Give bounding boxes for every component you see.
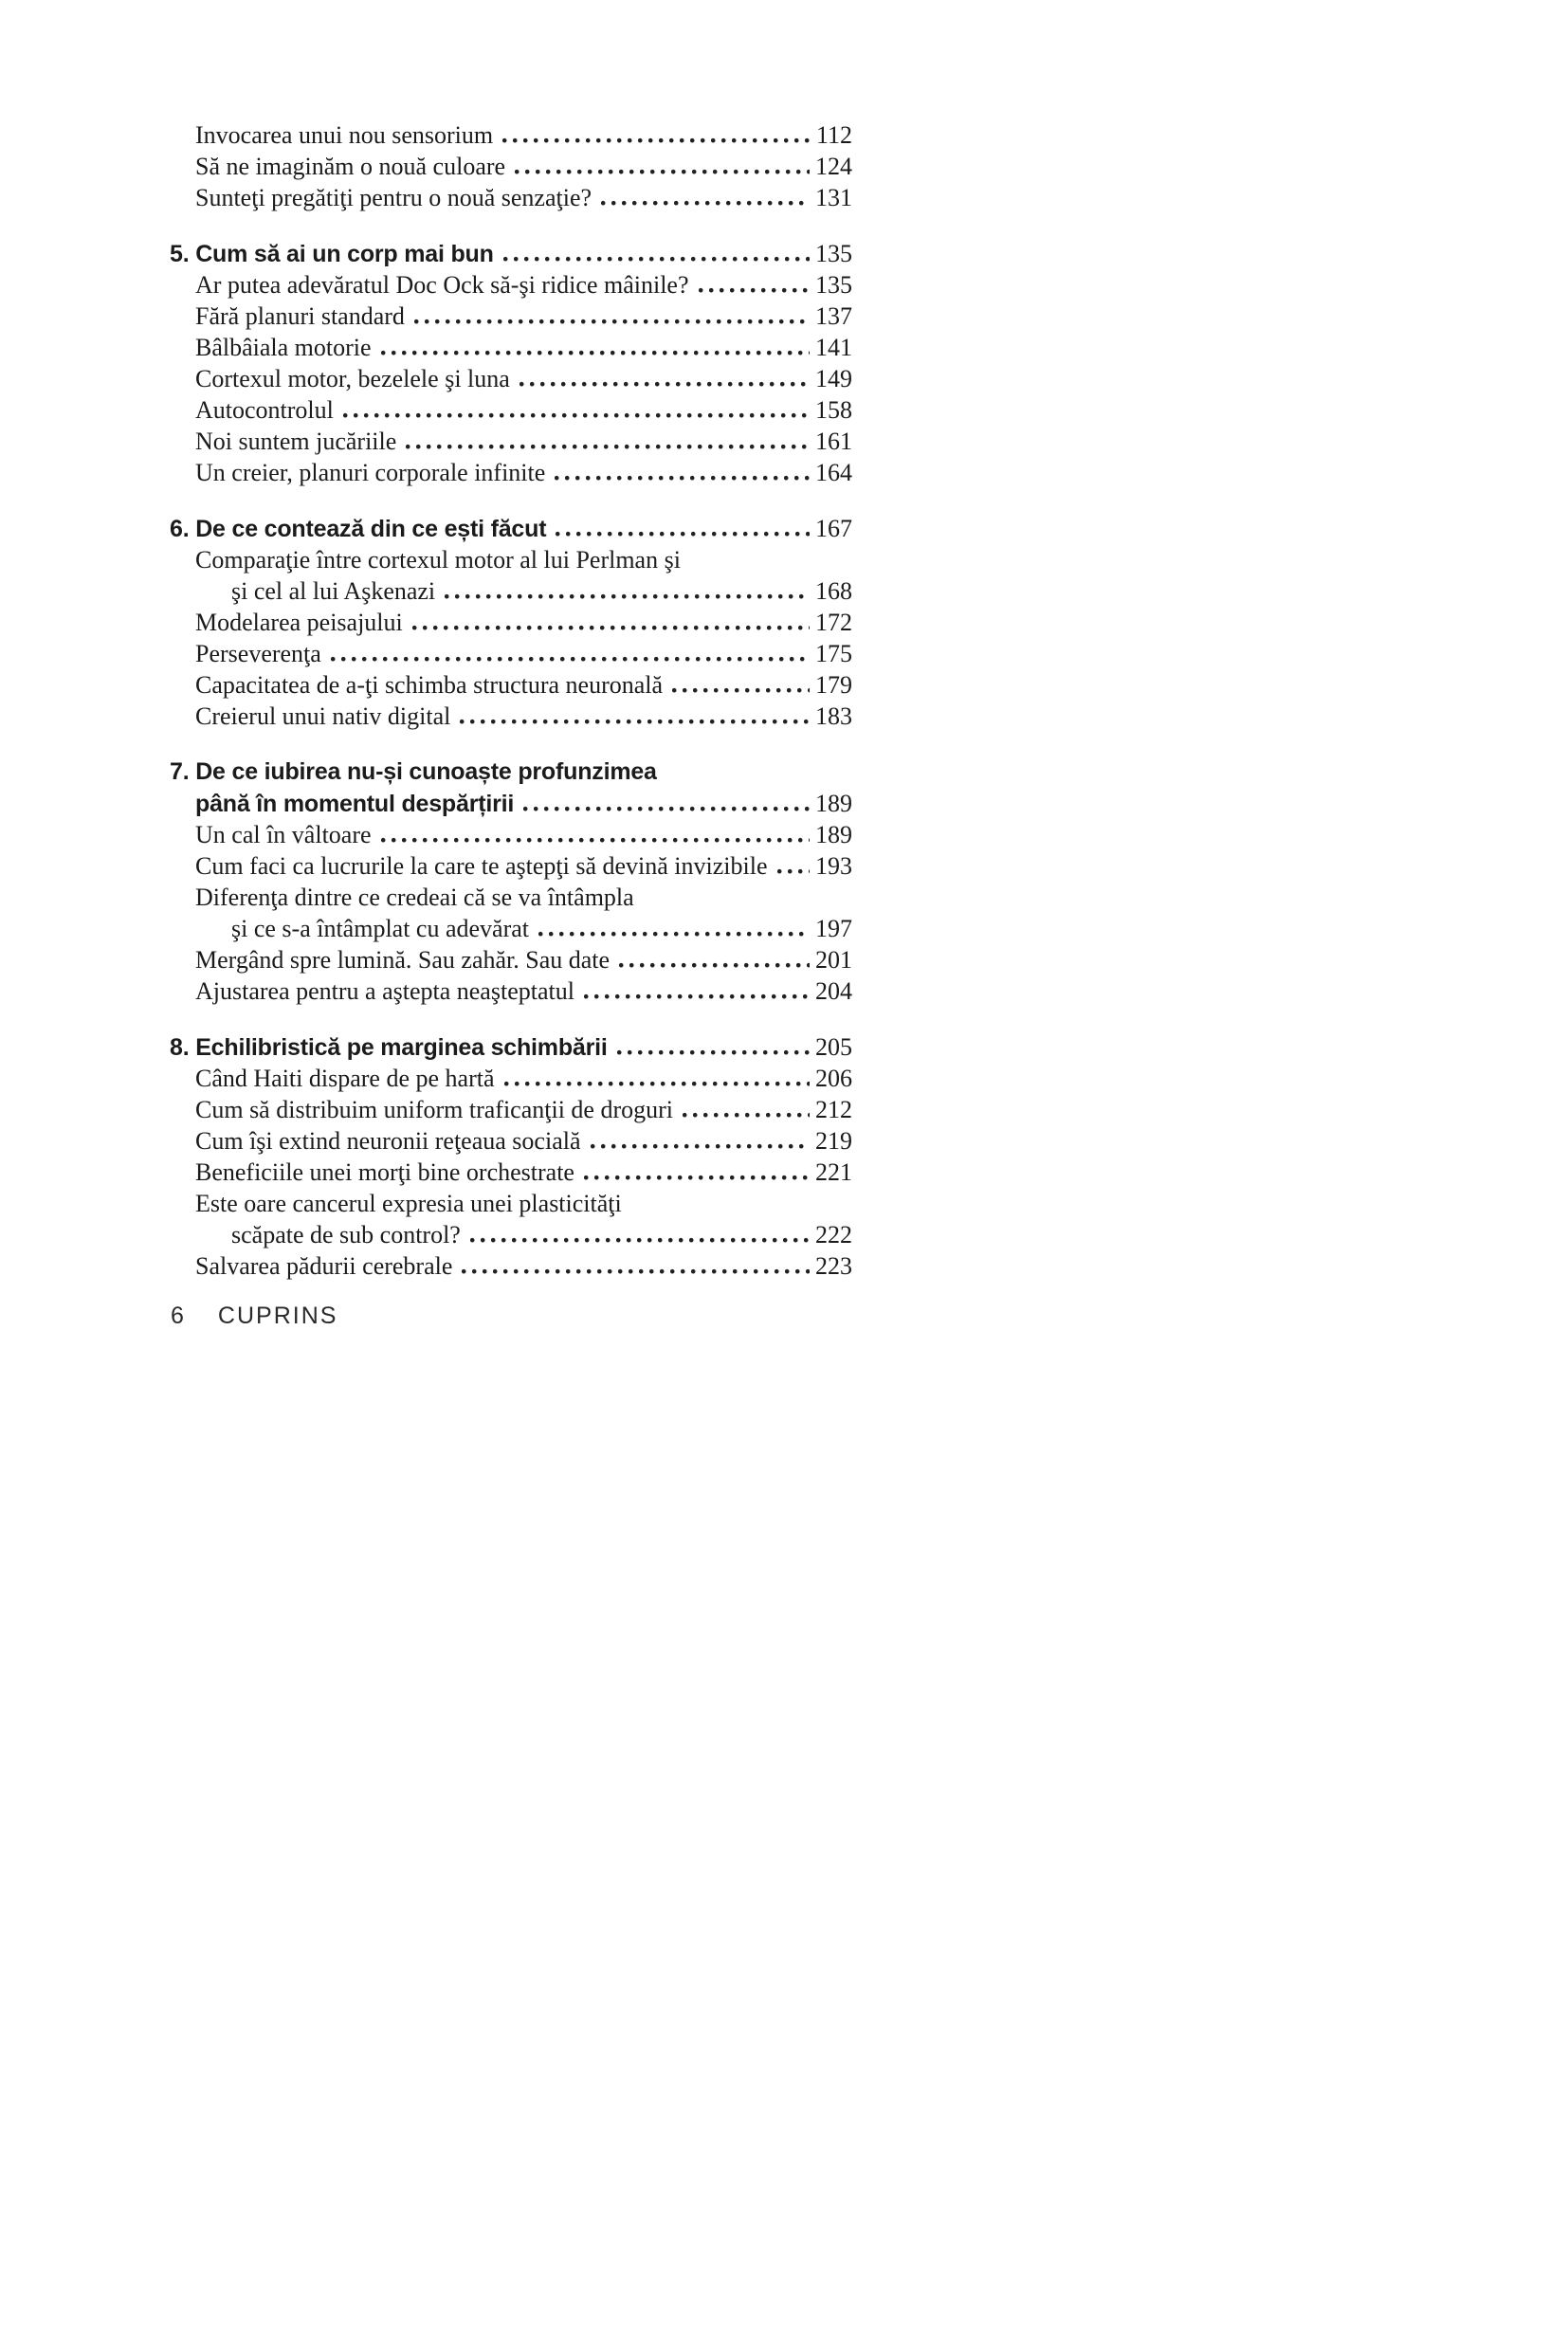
toc-page-number: 189 bbox=[815, 821, 852, 848]
toc-chapter-row bbox=[170, 238, 852, 269]
toc-entry-row bbox=[170, 1125, 852, 1157]
toc-page-number: 219 bbox=[815, 1127, 852, 1155]
toc-entry-row bbox=[170, 457, 852, 488]
toc-entry-title: Invocarea unui nou sensorium bbox=[195, 121, 494, 149]
dot-leader bbox=[555, 475, 810, 481]
toc-entry-title: Perseverenţa bbox=[195, 640, 321, 667]
toc-entry-title: Sunteţi pregătiţi pentru o nouă senzaţie? bbox=[195, 184, 593, 211]
toc-entry-title: Noi suntem jucăriile bbox=[195, 428, 397, 455]
toc-chapter-row bbox=[170, 513, 852, 544]
dot-leader bbox=[412, 625, 810, 630]
toc-section bbox=[170, 756, 852, 1007]
toc-entry-row bbox=[170, 1063, 852, 1094]
toc-entry-title: Cortexul motor, bezelele şi luna bbox=[195, 365, 510, 392]
toc-entry-row bbox=[170, 669, 852, 701]
toc-page-number: 193 bbox=[815, 852, 852, 880]
dot-leader bbox=[520, 381, 810, 387]
toc-entry-title: Autocontrolul bbox=[195, 396, 334, 424]
toc-entry-row bbox=[170, 182, 852, 213]
toc-entry-title: Mergând spre lumină. Sau zahăr. Sau date bbox=[195, 946, 611, 974]
toc-entry-title: scăpate de sub control? bbox=[231, 1221, 461, 1248]
toc-entry-row bbox=[170, 819, 852, 850]
dot-leader bbox=[406, 444, 810, 449]
page-footer bbox=[171, 1303, 337, 1330]
dot-leader bbox=[504, 1081, 811, 1086]
dot-leader bbox=[538, 931, 810, 937]
toc-page-number: 137 bbox=[815, 302, 852, 330]
toc-page-number: 167 bbox=[815, 515, 852, 542]
toc-entry-row bbox=[170, 301, 852, 332]
toc-entry-row bbox=[170, 544, 852, 575]
dot-leader bbox=[445, 593, 810, 599]
toc-entry-row bbox=[170, 394, 852, 426]
toc-entry-title: Bâlbâiala motorie bbox=[195, 334, 372, 361]
toc-page-number: 141 bbox=[815, 334, 852, 361]
dot-leader bbox=[381, 837, 810, 843]
toc-page-number: 206 bbox=[815, 1065, 852, 1092]
toc-page-number: 135 bbox=[815, 271, 852, 299]
toc-entry-title: Salvarea pădurii cerebrale bbox=[195, 1252, 453, 1280]
dot-leader bbox=[683, 1112, 810, 1118]
toc-page-number: 221 bbox=[815, 1158, 852, 1186]
toc-entry-title: până în momentul despărțirii bbox=[195, 791, 515, 817]
toc-page-number: 158 bbox=[815, 396, 852, 424]
toc-entry-title: Fără planuri standard bbox=[195, 302, 405, 330]
toc-entry-title: 5. Cum să ai un corp mai bun bbox=[170, 241, 494, 267]
toc-entry-title: Un creier, planuri corporale infinite bbox=[195, 459, 546, 486]
dot-leader bbox=[462, 1268, 810, 1274]
dot-leader bbox=[523, 806, 810, 811]
toc-entry-title: Diferenţa dintre ce credeai că se va întâmpla bbox=[195, 884, 634, 911]
toc-entry-row bbox=[170, 1219, 852, 1250]
toc-section bbox=[170, 238, 852, 488]
toc-chapter-row bbox=[170, 788, 852, 819]
toc-entry-row bbox=[170, 944, 852, 975]
toc-entry-row bbox=[170, 363, 852, 394]
dot-leader bbox=[672, 687, 810, 693]
toc-entry-row bbox=[170, 607, 852, 638]
dot-leader bbox=[343, 412, 810, 418]
table-of-contents bbox=[170, 119, 852, 1282]
toc-entry-title: 8. Echilibristică pe marginea schimbării bbox=[170, 1034, 608, 1061]
dot-leader bbox=[556, 531, 810, 537]
toc-page-number: 175 bbox=[815, 640, 852, 667]
toc-entry-row bbox=[170, 1157, 852, 1188]
dot-leader bbox=[591, 1143, 811, 1149]
dot-leader bbox=[460, 719, 810, 724]
toc-entry-row bbox=[170, 850, 852, 882]
toc-page-number: 172 bbox=[815, 609, 852, 636]
toc-section bbox=[170, 513, 852, 732]
toc-page-number: 135 bbox=[815, 240, 852, 267]
toc-entry-title: Când Haiti dispare de pe hartă bbox=[195, 1065, 495, 1092]
toc-entry-row bbox=[170, 426, 852, 457]
toc-page-number: 112 bbox=[815, 121, 852, 149]
toc-entry-row bbox=[170, 332, 852, 363]
toc-page-number: 168 bbox=[815, 577, 852, 605]
dot-leader bbox=[515, 169, 810, 174]
dot-leader bbox=[502, 137, 811, 143]
toc-entry-title: Cum îşi extind neuronii reţeaua socială bbox=[195, 1127, 581, 1155]
toc-entry-title: Beneficiile unei morţi bine orchestrate bbox=[195, 1158, 574, 1186]
toc-chapter-row bbox=[170, 1031, 852, 1063]
toc-page-number: 212 bbox=[815, 1096, 852, 1123]
toc-entry-title: Ajustarea pentru a aştepta neaşteptatul bbox=[195, 977, 574, 1005]
toc-page-number: 183 bbox=[815, 702, 852, 730]
toc-page-number: 131 bbox=[815, 184, 852, 211]
toc-entry-title: Este oare cancerul expresia unei plasticităţi bbox=[195, 1190, 622, 1217]
dot-leader bbox=[381, 350, 810, 355]
toc-entry-title: Creierul unui nativ digital bbox=[195, 702, 451, 730]
dot-leader bbox=[619, 962, 810, 968]
toc-section bbox=[170, 119, 852, 213]
toc-entry-title: Comparaţie între cortexul motor al lui Perlman şi bbox=[195, 546, 681, 574]
toc-entry-row bbox=[170, 882, 852, 913]
toc-entry-row bbox=[170, 913, 852, 944]
toc-entry-title: Modelarea peisajului bbox=[195, 609, 403, 636]
toc-entry-row bbox=[170, 1094, 852, 1125]
toc-entry-title: şi cel al lui Aşkenazi bbox=[231, 577, 436, 605]
toc-entry-row bbox=[170, 1188, 852, 1219]
dot-leader bbox=[584, 1175, 810, 1180]
footer-section-label: CUPRINS bbox=[217, 1303, 338, 1329]
toc-page-number: 197 bbox=[815, 915, 852, 942]
toc-page-number: 223 bbox=[815, 1252, 852, 1280]
toc-page-number: 201 bbox=[815, 946, 852, 974]
toc-entry-row bbox=[170, 701, 852, 732]
toc-page-number: 205 bbox=[815, 1033, 852, 1061]
toc-page-number: 124 bbox=[815, 153, 852, 180]
dot-leader bbox=[777, 868, 810, 874]
toc-chapter-row bbox=[170, 756, 852, 788]
toc-entry-row bbox=[170, 151, 852, 182]
toc-page-number: 149 bbox=[815, 365, 852, 392]
toc-entry-title: Capacitatea de a-ţi schimba structura neuronală bbox=[195, 671, 664, 699]
dot-leader bbox=[503, 256, 810, 262]
footer-page-number: 6 bbox=[171, 1303, 184, 1329]
toc-entry-row bbox=[170, 119, 852, 151]
toc-entry-title: 6. De ce contează din ce ești făcut bbox=[170, 516, 547, 542]
toc-entry-title: şi ce s-a întâmplat cu adevărat bbox=[231, 915, 530, 942]
dot-leader bbox=[617, 1049, 810, 1055]
toc-entry-title: Un cal în vâltoare bbox=[195, 821, 372, 848]
toc-entry-title: Cum faci ca lucrurile la care te aştepţi să devină invizibile bbox=[195, 852, 768, 880]
toc-entry-title: Cum să distribuim uniform traficanţii de droguri bbox=[195, 1096, 674, 1123]
toc-entry-row bbox=[170, 638, 852, 669]
toc-entry-title: Să ne imaginăm o nouă culoare bbox=[195, 153, 506, 180]
dot-leader bbox=[470, 1237, 810, 1243]
dot-leader bbox=[584, 993, 810, 999]
toc-page-number: 179 bbox=[815, 671, 852, 699]
dot-leader bbox=[699, 287, 811, 293]
toc-page-number: 161 bbox=[815, 428, 852, 455]
dot-leader bbox=[414, 319, 810, 324]
toc-entry-row bbox=[170, 269, 852, 301]
toc-page-number: 164 bbox=[815, 459, 852, 486]
toc-page-number: 222 bbox=[815, 1221, 852, 1248]
toc-entry-row bbox=[170, 575, 852, 607]
toc-entry-title: Ar putea adevăratul Doc Ock să-şi ridice mâinile? bbox=[195, 271, 689, 299]
toc-section bbox=[170, 1031, 852, 1282]
toc-entry-row bbox=[170, 975, 852, 1007]
toc-entry-row bbox=[170, 1250, 852, 1282]
dot-leader bbox=[601, 200, 810, 206]
toc-page-number: 189 bbox=[815, 790, 852, 817]
toc-entry-title: 7. De ce iubirea nu-și cunoaște profunzimea bbox=[170, 758, 657, 785]
dot-leader bbox=[331, 656, 810, 662]
toc-page-number: 204 bbox=[815, 977, 852, 1005]
